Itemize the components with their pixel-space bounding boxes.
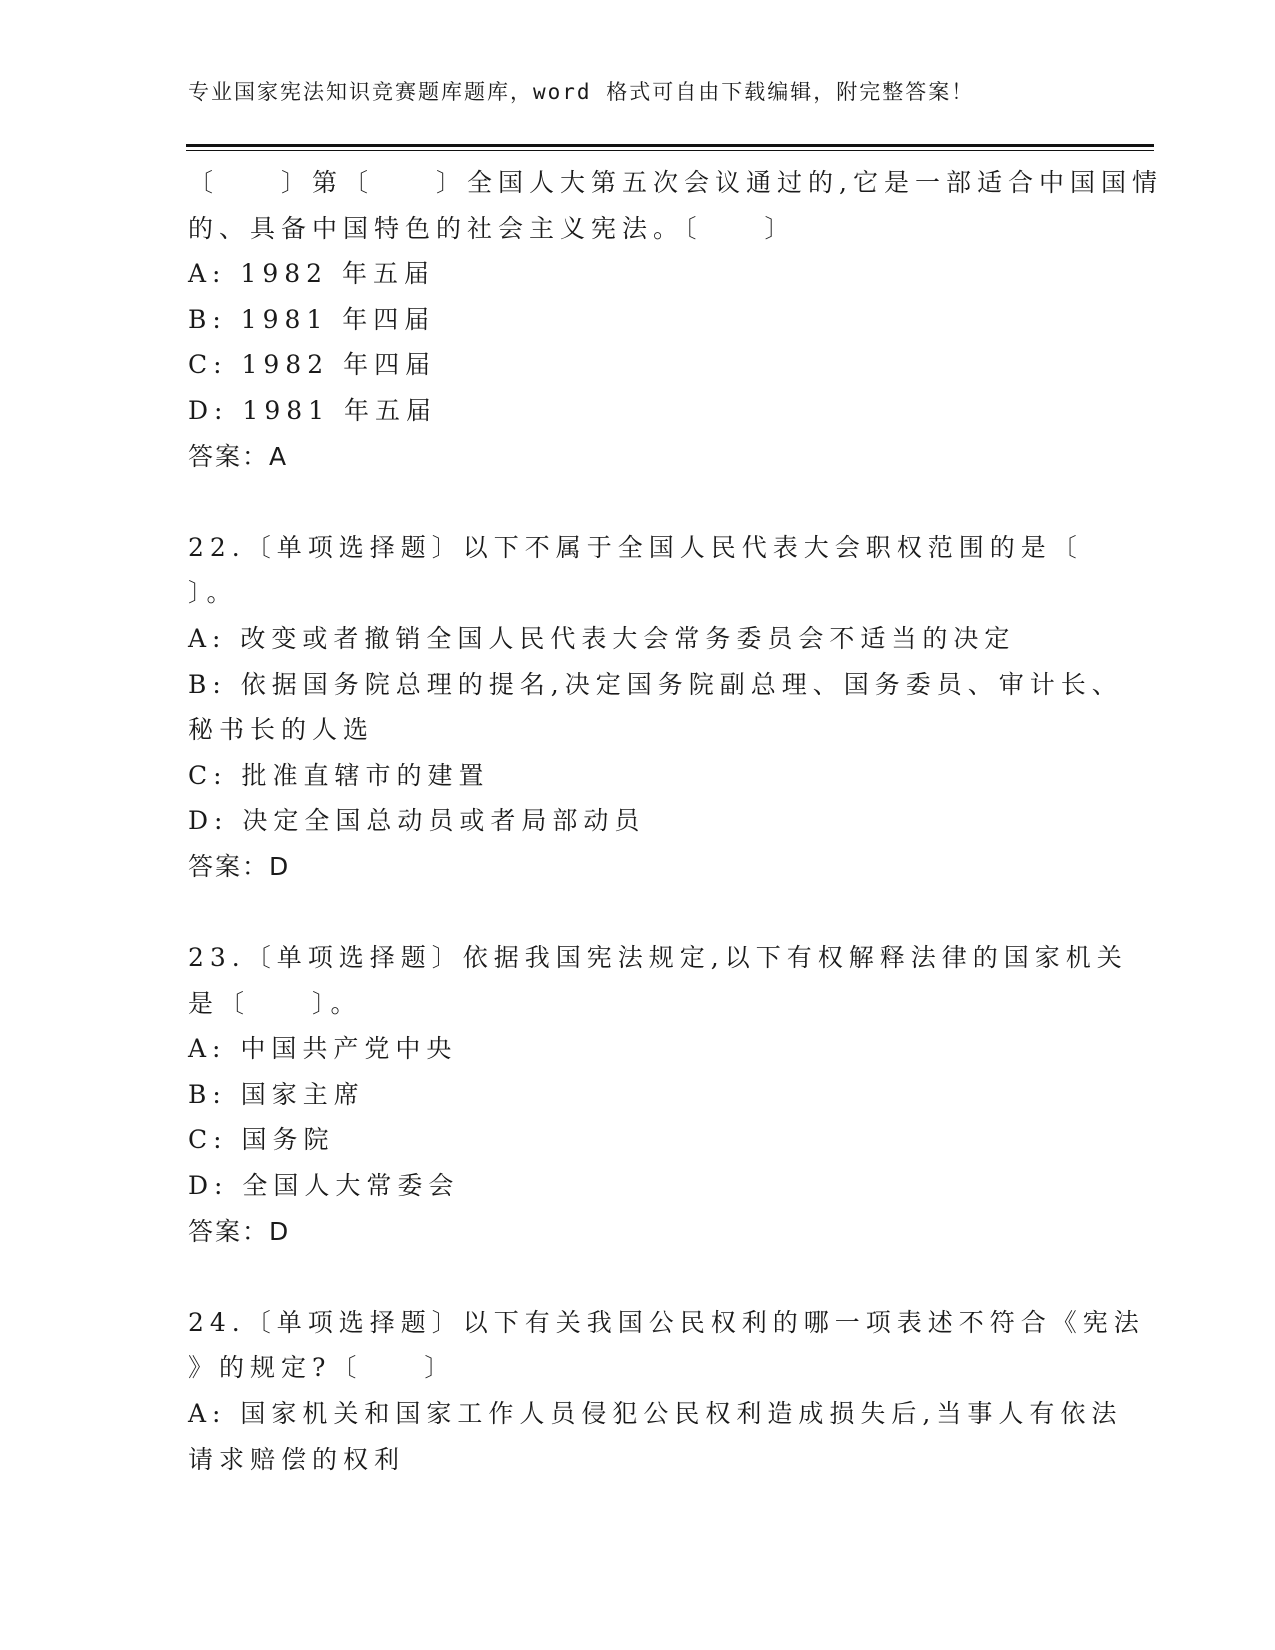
question-stem: 〔 〕第〔 〕全国人大第五次会议通过的,它是一部适合中国国情 — [188, 168, 1163, 197]
option-a-continued: 请求赔偿的权利 — [188, 1444, 406, 1474]
option-a: A: 改变或者撤销全国人民代表大会常务委员会不适当的决定 — [188, 623, 1016, 653]
question-stem-continued: 的、具备中国特色的社会主义宪法。〔 〕 — [188, 213, 796, 243]
option-b-continued: 秘书长的人选 — [188, 715, 375, 745]
answer-line: 答案：A — [188, 441, 289, 471]
option-b: B: 1981 年四届 — [188, 304, 436, 334]
option-b: B: 依据国务院总理的提名,决定国务院副总理、国务委员、审计长、 — [188, 669, 1123, 699]
page-header: 专业国家宪法知识竞赛题库题库，word 格式可自由下载编辑，附完整答案！ — [188, 80, 975, 104]
answer-line: 答案：D — [188, 1216, 291, 1246]
header-rule-thick — [186, 144, 1154, 147]
question-stem-continued: 是〔 〕。 — [188, 988, 362, 1018]
option-a: A: 国家机关和国家工作人员侵犯公民权利造成损失后,当事人有依法 — [188, 1399, 1123, 1429]
question-stem-continued: 》的规定?〔 〕 — [188, 1353, 456, 1383]
option-b: B: 国家主席 — [188, 1079, 365, 1109]
option-d: D: 1981 年五届 — [188, 395, 437, 425]
option-d: D: 决定全国总动员或者局部动员 — [188, 806, 646, 836]
question-block-21 — [188, 160, 1163, 479]
question-block-22 — [188, 525, 1123, 890]
question-stem-continued: 〕。 — [188, 578, 238, 608]
option-c: C: 1982 年四届 — [188, 350, 437, 380]
spacer — [188, 890, 1088, 936]
question-stem: 23.〔单项选择题〕依据我国宪法规定,以下有权解释法律的国家机关 — [188, 943, 1128, 973]
spacer — [188, 479, 1088, 525]
option-d: D: 全国人大常委会 — [188, 1171, 460, 1201]
question-stem: 24.〔单项选择题〕以下有关我国公民权利的哪一项表述不符合《宪法 — [188, 1307, 1145, 1337]
question-stem: 22.〔单项选择题〕以下不属于全国人民代表大会职权范围的是〔 — [188, 532, 1083, 562]
question-block-24 — [188, 1300, 1145, 1482]
option-c: C: 批准直辖市的建置 — [188, 760, 490, 790]
option-a: A: 1982 年五届 — [188, 259, 435, 289]
spacer — [188, 1254, 1088, 1300]
header-rule-thin — [186, 150, 1154, 151]
question-block-23 — [188, 935, 1128, 1254]
option-c: C: 国务院 — [188, 1125, 335, 1155]
document-body — [188, 160, 1163, 1482]
answer-line: 答案：D — [188, 851, 291, 881]
option-a: A: 中国共产党中央 — [188, 1034, 458, 1064]
